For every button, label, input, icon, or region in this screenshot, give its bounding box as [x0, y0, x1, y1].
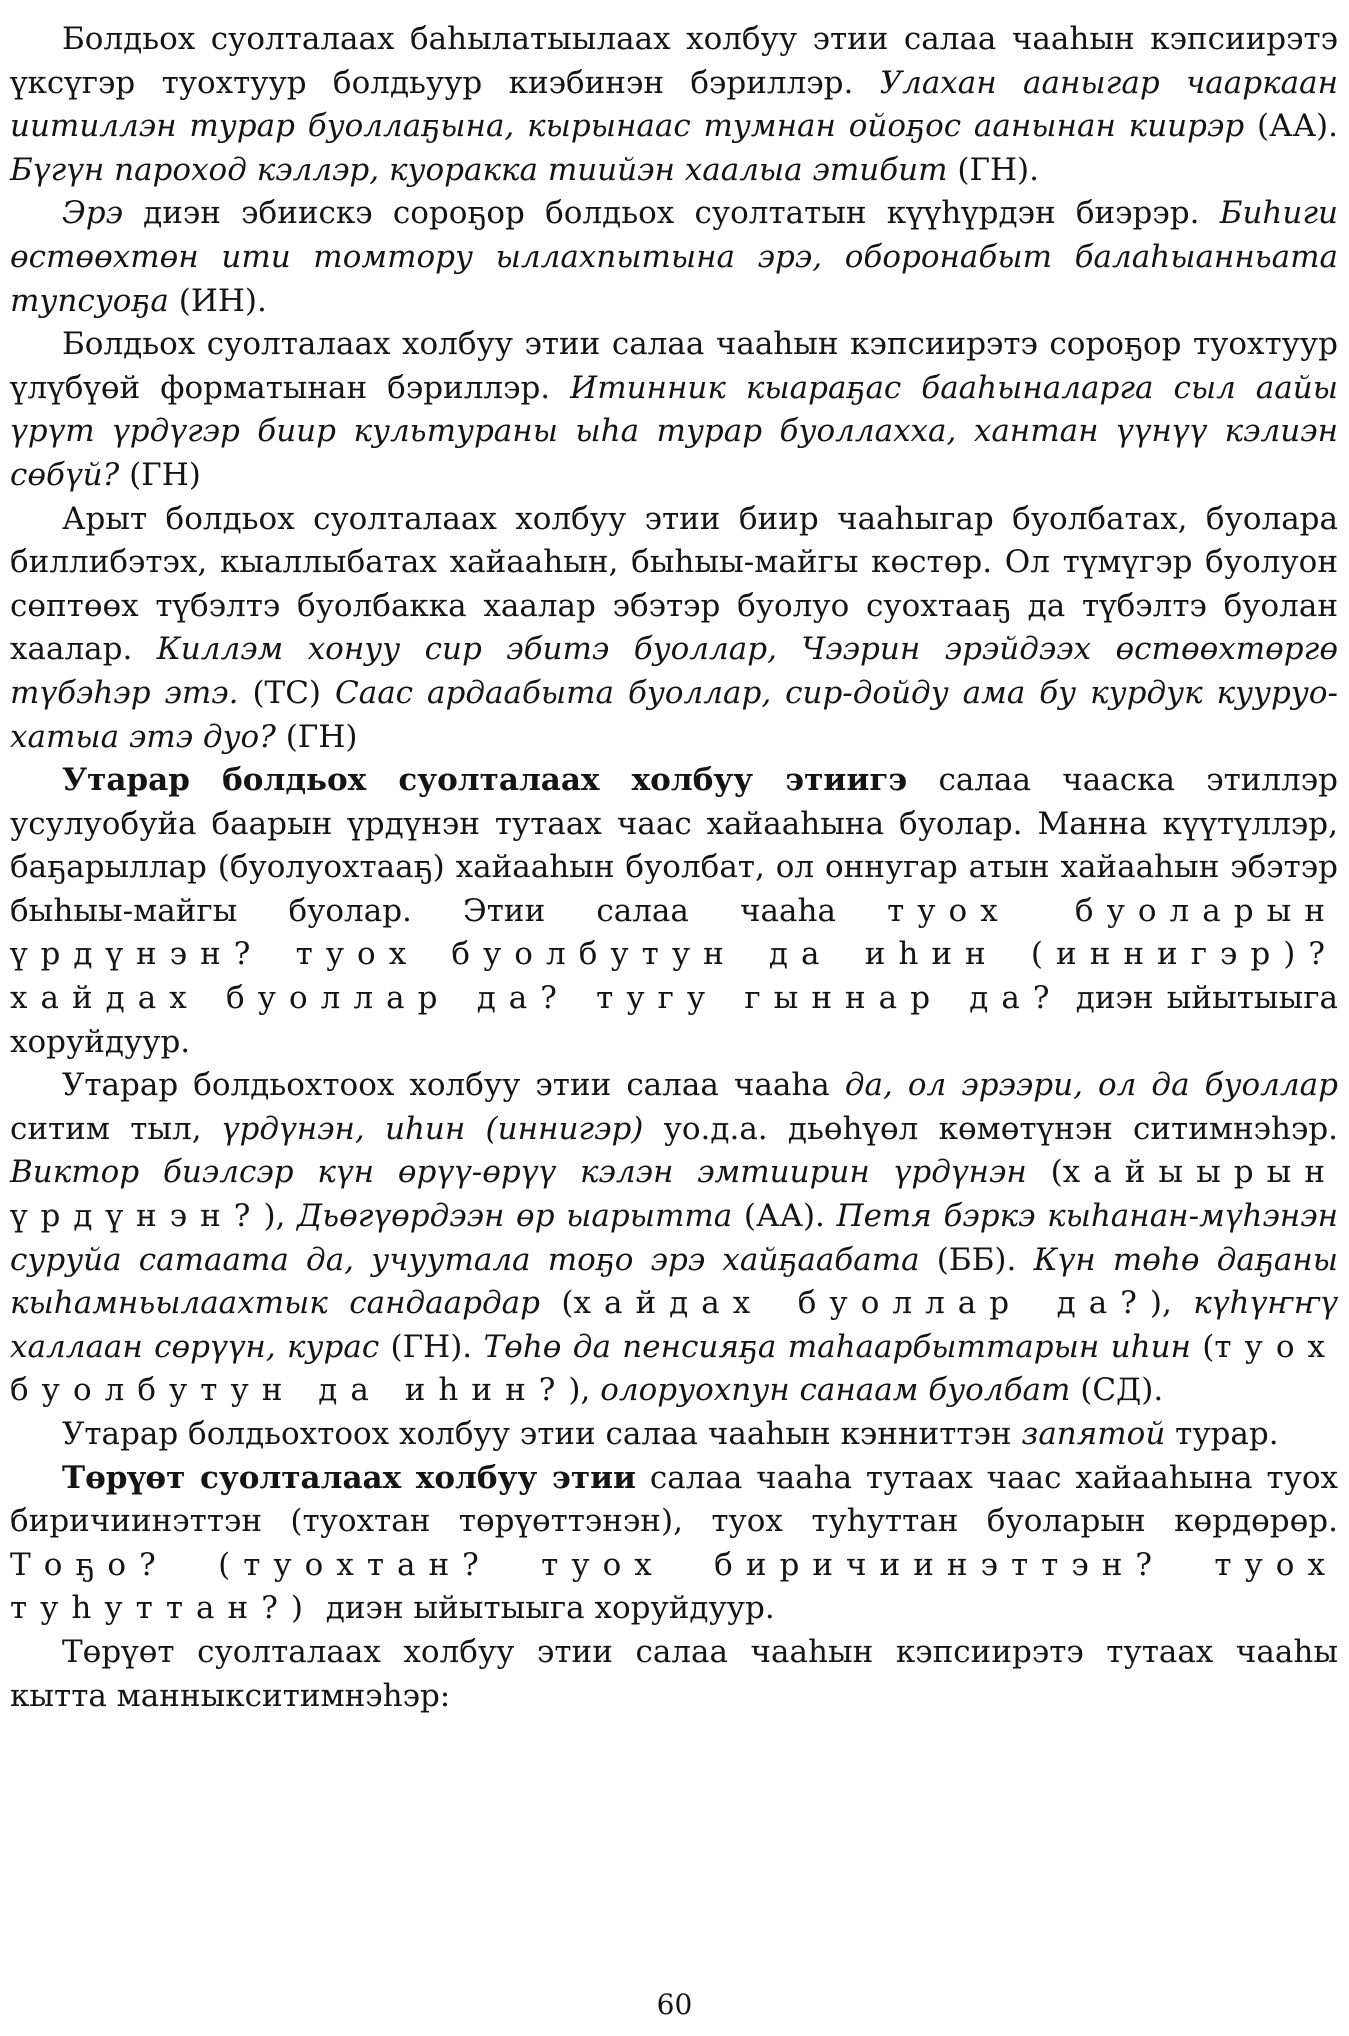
text-run: (СД).	[1070, 1372, 1164, 1409]
italic-example: Дьөгүөрдээн өр ыарытта	[297, 1198, 733, 1235]
paragraph	[10, 1457, 1338, 1631]
text-run: Арыт болдьох суолталаах холбуу этии биир чааһыгар буолбатах, буолара биллибэтэх, кыаллыбатах хайааһын, быһыы-майгы көстөр. Ол түмүгэр буолуон сөптөөх түбэлтэ буолбакка хаалар эбэтэр буолуо суохтааҕ да түбэлтэ буолан хаалар.	[10, 500, 1338, 668]
italic-example: запятой	[1021, 1416, 1166, 1452]
text-run: (	[539, 1285, 574, 1322]
italic-example: Виктор биэлсэр күн өрүү-өрүү кэлэн эмтиирин үрдүнэн	[10, 1154, 1027, 1191]
spaced-question: Тоҕо? (туохтан? туох биричиинэттэн? туох туһуттан?)	[10, 1546, 1338, 1627]
italic-example: Бүгүн пароход кэллэр, куоракка тиийэн хаалыа этибит	[10, 151, 948, 188]
text-run: (АА).	[732, 1198, 837, 1235]
text-run: ),	[1149, 1285, 1194, 1322]
text-run: ),	[263, 1198, 298, 1235]
italic-example: үрдүнэн, иһин (иннигэр)	[221, 1110, 644, 1147]
text-run: (	[1190, 1328, 1215, 1365]
italic-example: да, ол эрээри, ол да буоллар	[844, 1067, 1338, 1104]
text-run: (ГН)	[119, 456, 201, 493]
text-run: (ГН).	[379, 1328, 484, 1365]
text-run: ситим тыл,	[10, 1110, 222, 1147]
paragraph	[10, 759, 1338, 1064]
italic-example: күһүҥҥү халлаан сөрүүн, курас	[10, 1285, 1338, 1365]
text-run: (АА).	[1244, 108, 1339, 145]
page-body	[10, 18, 1338, 1718]
italic-example: Биһиги өстөөхтөн ити томтору ыллахпытына эрэ, оборонабыт балаһыанньата тупсуоҕа	[10, 195, 1338, 319]
spaced-question: туох буоларын үрдүнэн? туох буолбутун да иһин (иннигэр)? хайдах буоллар да? тугу гыннар да?	[10, 892, 1338, 1017]
text-run: (ИН).	[168, 282, 267, 319]
text-run: уо.д.а. дьөһүөл көмөтүнэн ситимнэһэр.	[643, 1110, 1339, 1147]
italic-example: Эрэ	[62, 195, 123, 232]
paragraph	[10, 1631, 1338, 1718]
text-run: салаа чааһа тутаах чаас хайааһына туох биричиинэттэн (туохтан төрүөттэнэн), туох туһуттан буоларын көрдөрөр.	[10, 1459, 1338, 1540]
bold-term: Төрүөт суолталаах холбуу этии	[62, 1459, 637, 1496]
italic-example: Петя бэркэ кыһанан-мүһэнэн суруйа сатаата да, учуутала тоҕо эрэ хайҕаабата	[10, 1198, 1339, 1278]
italic-example: Киллэм хонуу сир эбитэ буоллар, Чээрин эрэйдээх өстөөхтөргө түбэһэр этэ.	[10, 631, 1338, 711]
spaced-question: хайыырын үрдүнэн?	[10, 1154, 1338, 1235]
paragraph	[10, 192, 1338, 323]
text-run: (ГН).	[947, 151, 1039, 188]
text-run: турар.	[1165, 1416, 1279, 1452]
text-run: (ТС)	[238, 674, 335, 711]
paragraph	[10, 323, 1338, 497]
text-run: Утарар болдьохтоох холбуу этии салаа чааһа	[62, 1067, 845, 1104]
italic-example: Төһө да пенсияҕа таһаарбыттарын иһин	[483, 1328, 1191, 1365]
text-run: салаа чааска этиллэр усулуобуйа баарын үрдүнэн тутаах чаас хайааһына буолар. Манна күүтүллэр, баҕарыллар (буолуохтааҕ) хайааһын буолбат, ол оннугар атын хайааһын эбэтэр быһыы-майгы буолар. Этии салаа чааһа	[10, 762, 1338, 929]
text-run: диэн ыйытыыга хоруйдуур.	[315, 1590, 775, 1627]
italic-example: Күн төһө даҕаны кыһамньылаахтык сандаардар	[10, 1241, 1339, 1322]
text-run: диэн эбиискэ сороҕор болдьох суолтатын күүһүрдэн биэрэр.	[122, 195, 1220, 232]
paragraph	[10, 1413, 1338, 1457]
text-run: Болдьох суолталаах баһылатыылаах холбуу этии салаа чааһын кэпсиирэтэ үксүгэр туохтуур болдьуур киэбинэн бэриллэр.	[10, 21, 1338, 101]
italic-example: Улахан ааныгар чааркаан иитиллэн турар буоллаҕына, кырынаас тумнан ойоҕос аанынан киирэр	[10, 64, 1339, 145]
spaced-question: хайдах буоллар да?	[573, 1285, 1150, 1322]
text-run: Утарар болдьохтоох холбуу этии салаа чааһын кэнниттэн	[62, 1416, 1022, 1452]
bold-term: Утарар болдьох суолталаах холбуу этиигэ	[62, 762, 908, 799]
italic-example: олоруохпун санаам буолбат	[600, 1372, 1071, 1409]
page-number: 60	[656, 1988, 693, 2021]
paragraph	[10, 18, 1338, 192]
text-run: (ГН)	[275, 718, 358, 755]
paragraph	[10, 498, 1338, 760]
text-run: Болдьох суолталаах холбуу этии салаа чааһын кэпсиирэтэ сороҕор туохтуур үлүбүөй форматынан бэриллэр.	[10, 326, 1338, 406]
italic-example: Саас ардаабыта буоллар, сир-дойду ама бу курдук кууруо-хатыа этэ дуо?	[10, 674, 1339, 755]
text-run: (ББ).	[919, 1241, 1034, 1278]
text-run: ),	[568, 1372, 601, 1409]
text-run: диэн ыйытыыга хоруйдуур.	[10, 980, 1338, 1060]
text-run: Төрүөт суолталаах холбуу этии салаа чааһын кэпсиирэтэ тутаах чааһы кытта манныкситимнэһэр:	[10, 1633, 1338, 1714]
paragraph	[10, 1064, 1338, 1413]
text-run: (	[1026, 1154, 1063, 1191]
italic-example: Итинник кыараҕас бааһыналарга сыл аайы үрүт үрдүгэр биир культураны ыһа турар буоллахха, хантан үүнүү кэлиэн сөбүй?	[10, 369, 1338, 493]
spaced-question: туох буолбутун да иһин?	[10, 1328, 1339, 1409]
